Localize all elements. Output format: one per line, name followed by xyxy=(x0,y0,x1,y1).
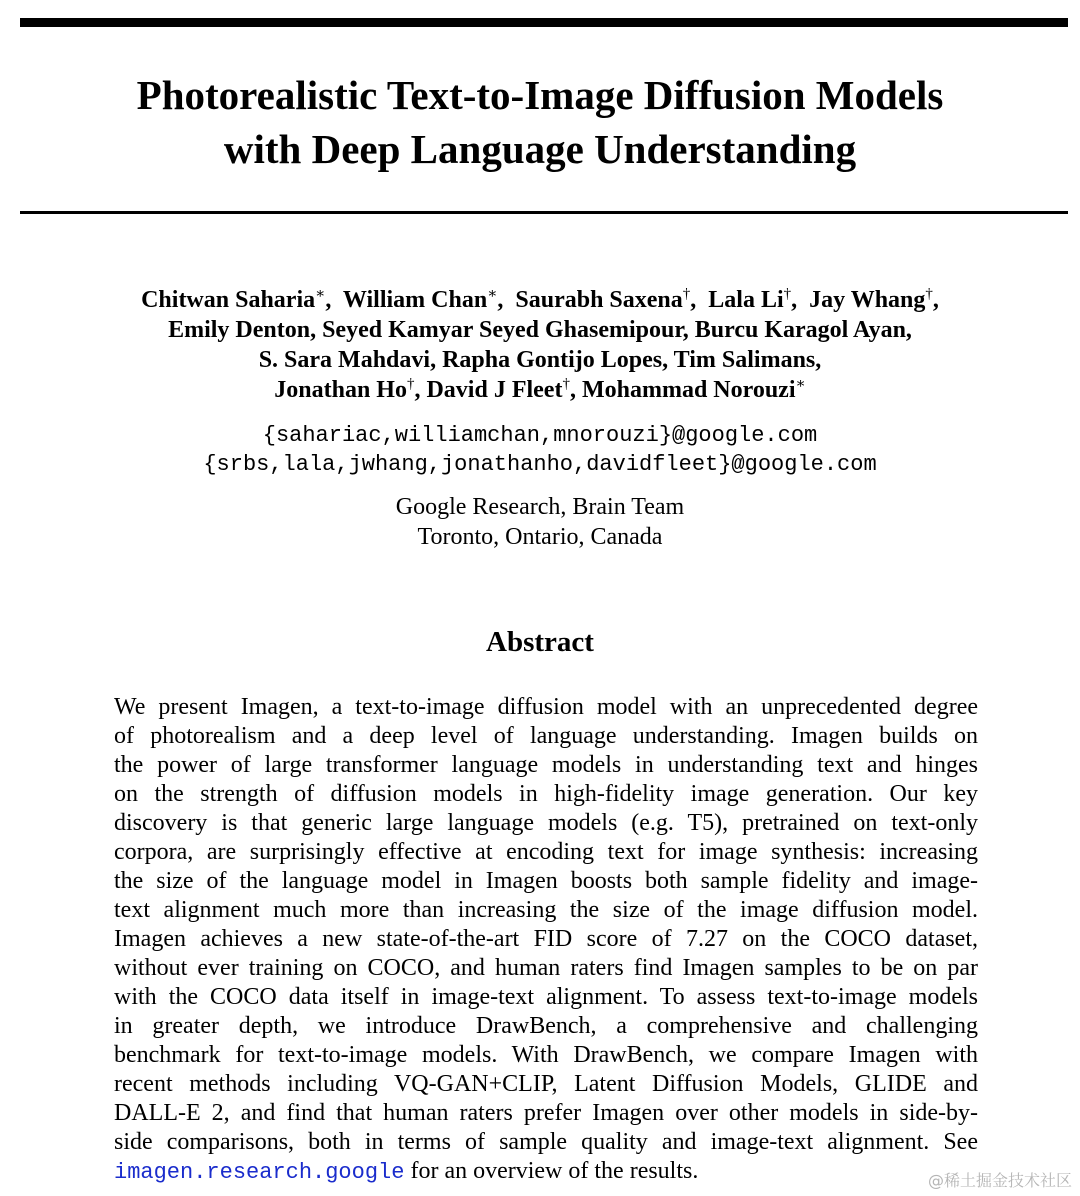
abstract-line: with the COCO data itself in image-text alignment. To assess text-to-image models xyxy=(114,984,978,1010)
top-rule xyxy=(20,18,1068,27)
project-link[interactable]: imagen.research.google xyxy=(114,1160,405,1185)
author-separator: , xyxy=(414,377,427,403)
abstract-line: in greater depth, we introduce DrawBench, a comprehensive and challenging xyxy=(114,1013,978,1039)
title-rule xyxy=(20,211,1068,214)
abstract-line: corpora, are surprisingly effective at encoding text for image synthesis: increasing xyxy=(114,839,978,865)
author-list xyxy=(0,285,1080,405)
abstract-line: We present Imagen, a text-to-image diffusion model with an unprecedented degree xyxy=(114,694,978,720)
affiliation-line-2: Toronto, Ontario, Canada xyxy=(417,524,663,550)
abstract-line: of photorealism and a deep level of language understanding. Imagen builds on xyxy=(114,723,978,749)
author-separator: , xyxy=(325,287,343,313)
author-line-3: S. Sara Mahdavi, Rapha Gontijo Lopes, Tim Salimans, xyxy=(258,347,822,373)
author-separator: , xyxy=(497,287,516,313)
abstract-line: on the strength of diffusion models in high-fidelity image generation. Our key xyxy=(114,781,978,807)
author-affiliation-mark: † xyxy=(406,376,415,392)
abstract-body xyxy=(114,693,978,1187)
title-line-2: with Deep Language Understanding xyxy=(223,126,857,172)
author-name: Saurabh Saxena xyxy=(515,287,683,313)
author-affiliation-mark: † xyxy=(783,286,792,302)
abstract-line: the power of large transformer language models in understanding text and hinges xyxy=(114,752,978,778)
author-line-2: Emily Denton, Seyed Kamyar Seyed Ghasemipour, Burcu Karagol Ayan, xyxy=(168,317,912,343)
author-line-4 xyxy=(0,375,1080,405)
abstract-line: without ever training on COCO, and human raters find Imagen samples to be on par xyxy=(114,955,978,981)
author-affiliation-mark: ∗ xyxy=(487,286,498,302)
author-name: Jonathan Ho xyxy=(274,377,407,403)
abstract-line: recent methods including VQ-GAN+CLIP, Latent Diffusion Models, GLIDE and xyxy=(114,1071,978,1097)
paper-title xyxy=(0,68,1080,176)
email-block xyxy=(0,421,1080,479)
author-affiliation-mark: ∗ xyxy=(795,376,806,392)
affiliation-line-1: Google Research, Brain Team xyxy=(395,494,685,520)
abstract-line: benchmark for text-to-image models. With DrawBench, we compare Imagen with xyxy=(114,1042,978,1068)
email-line-1: {sahariac,williamchan,mnorouzi}@google.com xyxy=(262,423,818,448)
author-affiliation-mark: † xyxy=(682,286,691,302)
author-name: Chitwan Saharia xyxy=(141,287,316,313)
abstract-line: side comparisons, both in terms of sample quality and image-text alignment. See xyxy=(114,1129,978,1155)
abstract-line: text alignment much more than increasing the size of the image diffusion model. xyxy=(114,897,978,923)
watermark: @稀土掘金技术社区 xyxy=(927,1171,1072,1190)
author-affiliation-mark: † xyxy=(925,286,933,302)
abstract-line: Imagen achieves a new state-of-the-art FID score of 7.27 on the COCO dataset, xyxy=(114,926,978,952)
author-separator: , xyxy=(690,287,709,313)
author-affiliation-mark: ∗ xyxy=(315,286,326,302)
abstract-line xyxy=(114,1157,978,1187)
author-affiliation-mark: † xyxy=(562,376,570,392)
author-name: Mohammad Norouzi xyxy=(581,377,796,403)
abstract-line: the size of the language model in Imagen boosts both sample fidelity and image- xyxy=(114,868,978,894)
abstract-line: discovery is that generic large language models (e.g. T5), pretrained on text-only xyxy=(114,810,978,836)
abstract-line: DALL-E 2, and find that human raters prefer Imagen over other models in side-by- xyxy=(114,1100,978,1126)
author-name: David J Fleet xyxy=(426,377,563,403)
abstract-closing-text: for an overview of the results. xyxy=(404,1158,699,1184)
affiliation xyxy=(0,492,1080,552)
author-separator: , xyxy=(569,377,582,403)
author-name: William Chan xyxy=(342,287,488,313)
author-separator: , xyxy=(932,287,939,313)
author-line-1 xyxy=(0,285,1080,315)
title-line-1: Photorealistic Text-to-Image Diffusion Models xyxy=(136,72,944,118)
email-line-2: {srbs,lala,jwhang,jonathanho,davidfleet}@google.com xyxy=(203,452,877,477)
author-separator: , xyxy=(791,287,810,313)
author-name: Lala Li xyxy=(708,287,784,313)
author-name: Jay Whang xyxy=(809,287,926,313)
abstract-heading: Abstract xyxy=(486,626,594,658)
